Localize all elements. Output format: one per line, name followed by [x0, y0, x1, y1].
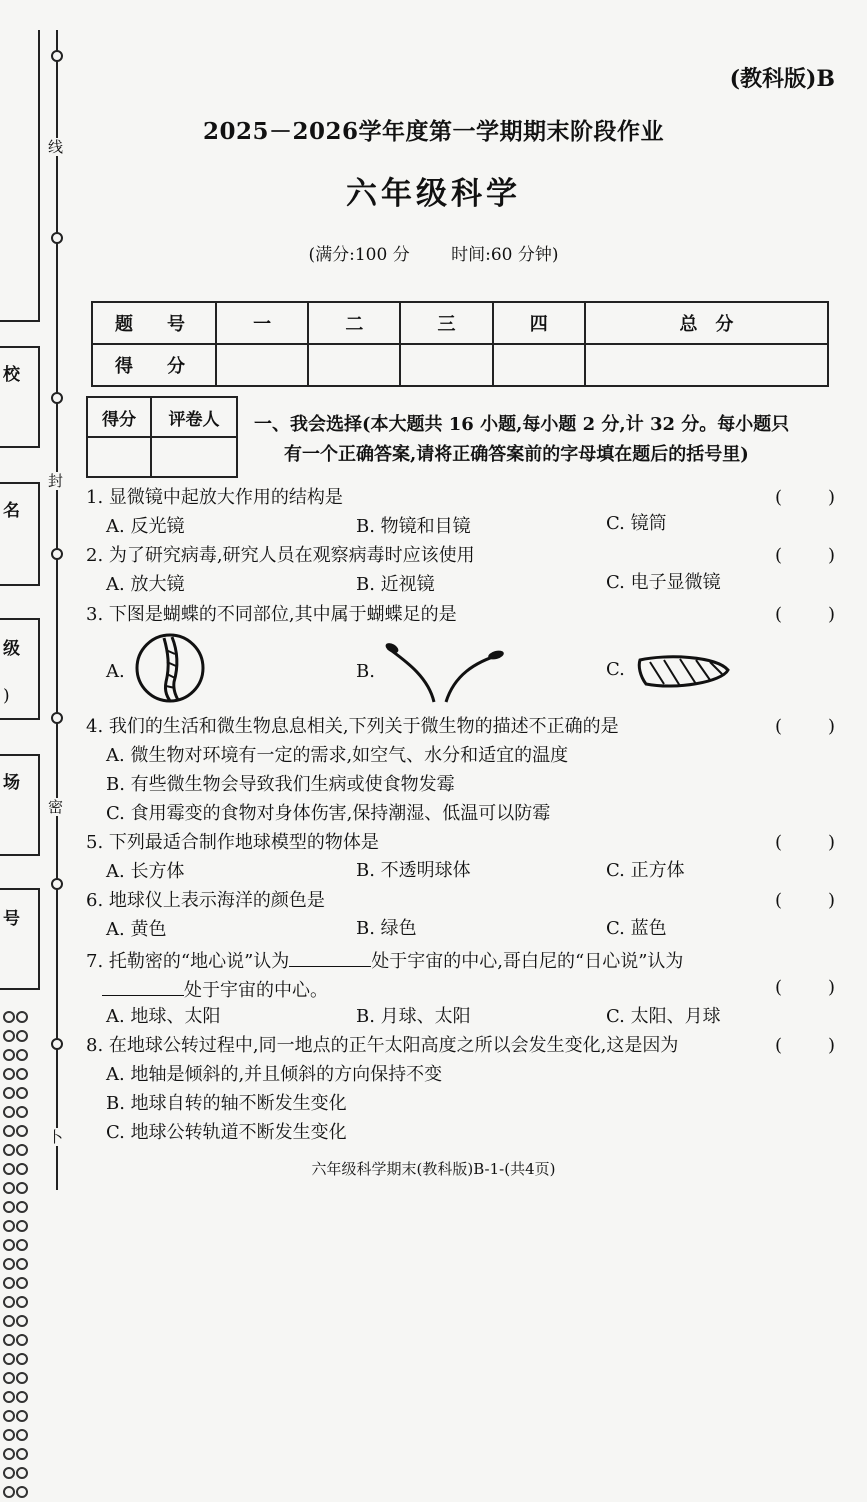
option: B. 绿色: [356, 918, 417, 939]
score-cell[interactable]: [308, 344, 400, 386]
option: C. 地球公转轨道不断发生变化: [106, 1122, 347, 1143]
binding-node: [51, 548, 63, 560]
question-stem: 5. 下列最适合制作地球模型的物体是: [86, 832, 379, 853]
option: B. 地球自转的轴不断发生变化: [106, 1093, 347, 1114]
answer-paren[interactable]: ( ): [775, 977, 835, 998]
side-paren: ): [3, 686, 10, 706]
grader-label: 评卷人: [151, 397, 237, 437]
side-label-grade: 级: [3, 639, 20, 659]
butterfly-antenna-image: [384, 640, 506, 706]
full-score: (满分:100 分: [308, 245, 410, 265]
score-col-4: 四: [493, 302, 585, 344]
answer-paren[interactable]: ( ): [775, 604, 835, 625]
question-stem: 3. 下图是蝴蝶的不同部位,其中属于蝴蝶足的是: [86, 604, 457, 625]
option: A.: [106, 661, 125, 682]
grader-table: [86, 396, 238, 478]
score-cell[interactable]: [585, 344, 828, 386]
score-cell[interactable]: [216, 344, 308, 386]
fill-blank[interactable]: [289, 948, 371, 967]
binding-node: [51, 50, 63, 62]
option: C. 镜筒: [606, 513, 667, 534]
question-stem: 1. 显微镜中起放大作用的结构是: [86, 487, 343, 508]
seal-word: 密: [48, 798, 64, 816]
option: A. 微生物对环境有一定的需求,如空气、水分和适宜的温度: [106, 745, 569, 766]
page-footer: 六年级科学期末(教科版)B-1-(共4页): [311, 1160, 556, 1178]
option: C. 太阳、月球: [606, 1006, 721, 1027]
answer-paren[interactable]: ( ): [775, 487, 835, 508]
side-label-name: 名: [3, 501, 20, 521]
score-table-header: 题 号: [92, 302, 216, 344]
time-limit: 时间:60 分钟): [451, 245, 559, 265]
option: C.: [606, 659, 625, 680]
option: A. 黄色: [106, 919, 167, 940]
grader-score-label: 得分: [87, 397, 151, 437]
option: C. 电子显微镜: [606, 572, 721, 593]
option: B. 近视镜: [356, 574, 435, 595]
score-col-3: 三: [400, 302, 492, 344]
option: A. 长方体: [106, 861, 185, 882]
option: A. 放大镜: [106, 574, 185, 595]
side-label-room: 场: [3, 773, 20, 793]
binding-node: [51, 878, 63, 890]
answer-paren[interactable]: ( ): [775, 1035, 835, 1056]
answer-paren[interactable]: ( ): [775, 545, 835, 566]
question-stem-7: 7. 托勒密的“地心说”认为 处于宇宙的中心,哥白尼的“日心说”认为: [86, 948, 683, 973]
answer-paren[interactable]: ( ): [775, 890, 835, 911]
score-cell[interactable]: [400, 344, 492, 386]
seal-word: 封: [48, 472, 64, 490]
grader-name-cell[interactable]: [151, 437, 237, 477]
option: C. 食用霉变的食物对身体伤害,保持潮湿、低温可以防霉: [106, 803, 551, 824]
score-col-total: 总 分: [585, 302, 828, 344]
option: C. 正方体: [606, 860, 685, 881]
grader-score-cell[interactable]: [87, 437, 151, 477]
question-stem: 4. 我们的生活和微生物息息相关,下列关于微生物的描述不正确的是: [86, 716, 619, 737]
option: B. 有些微生物会导致我们生病或使食物发霉: [106, 774, 455, 795]
option: C. 蓝色: [606, 918, 667, 939]
exam-meta: [0, 240, 867, 265]
seal-word: 卜: [48, 1128, 64, 1146]
side-label-school: 校: [3, 365, 20, 385]
exam-title: 2025－2026学年度第一学期期末阶段作业: [202, 118, 665, 145]
binding-node: [51, 392, 63, 404]
answer-paren[interactable]: ( ): [775, 832, 835, 853]
edition-label: (教科版)B: [729, 66, 835, 92]
option: B. 不透明球体: [356, 860, 471, 881]
butterfly-wing-image: [636, 652, 732, 692]
option: B. 物镜和目镜: [356, 516, 471, 537]
subject-title: 六年级科学: [346, 176, 521, 212]
section-heading-line1: 一、我会选择(本大题共 16 小题,每小题 2 分,计 32 分。每小题只: [254, 414, 790, 435]
option: A. 地球、太阳: [106, 1006, 221, 1027]
question-stem-7-cont: 处于宇宙的中心。: [86, 977, 328, 1002]
binding-node: [51, 1038, 63, 1050]
seal-word: 线: [48, 138, 64, 156]
section-heading-line2: 有一个正确答案,请将正确答案前的字母填在题后的括号里): [284, 444, 749, 465]
score-cell[interactable]: [493, 344, 585, 386]
score-row-label: 得 分: [92, 344, 216, 386]
answer-paren[interactable]: ( ): [775, 716, 835, 737]
option: A. 地轴是倾斜的,并且倾斜的方向保持不变: [106, 1064, 443, 1085]
binding-node: [51, 712, 63, 724]
butterfly-leg-image: [134, 632, 206, 704]
option: A. 反光镜: [106, 516, 185, 537]
side-label-number: 号: [3, 909, 20, 929]
score-col-1: 一: [216, 302, 308, 344]
score-col-2: 二: [308, 302, 400, 344]
fill-blank[interactable]: [102, 977, 184, 996]
question-stem: 6. 地球仪上表示海洋的颜色是: [86, 890, 325, 911]
section-heading: [254, 410, 834, 470]
option: B.: [356, 661, 375, 682]
question-stem: 8. 在地球公转过程中,同一地点的正午太阳高度之所以会发生变化,这是因为: [86, 1035, 679, 1056]
score-table: [91, 301, 829, 387]
question-stem: 2. 为了研究病毒,研究人员在观察病毒时应该使用: [86, 545, 475, 566]
option: B. 月球、太阳: [356, 1006, 471, 1027]
